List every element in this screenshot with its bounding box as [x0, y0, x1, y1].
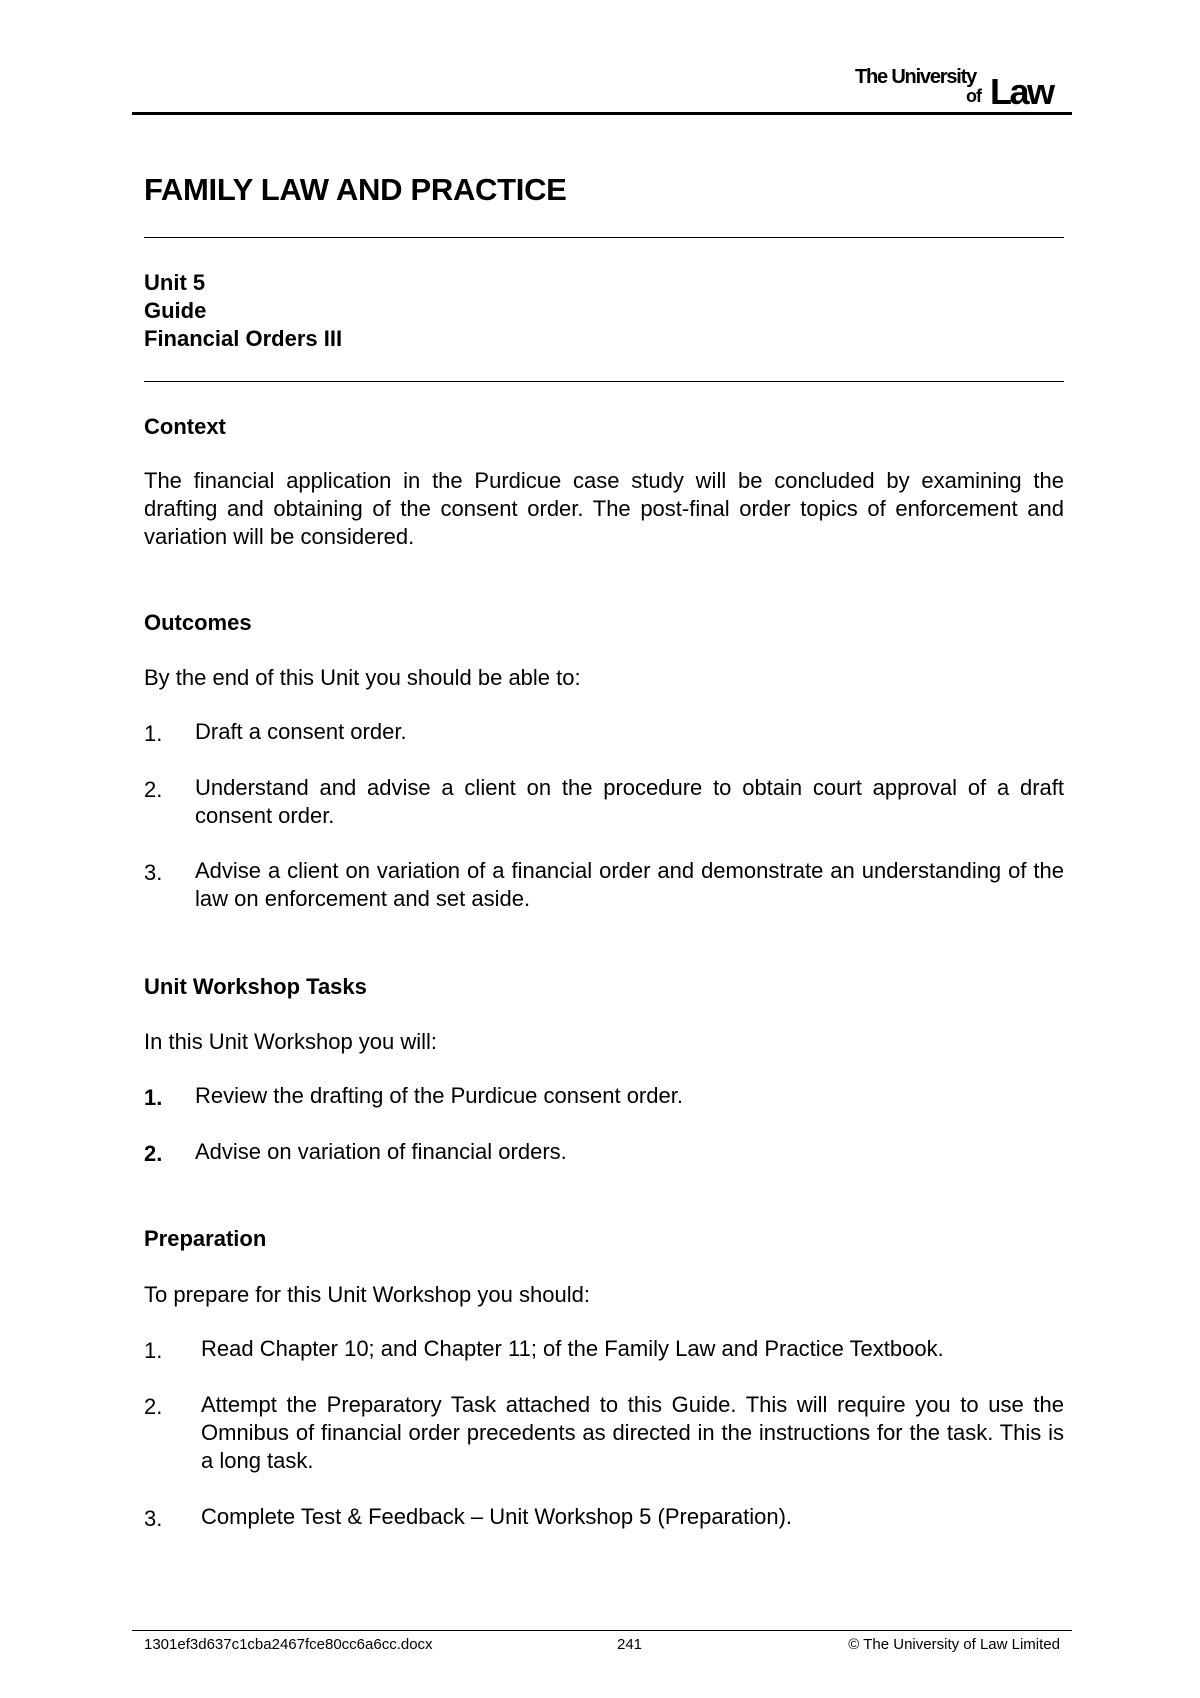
outcome-number: 2.: [144, 777, 163, 802]
preparation-number: 3.: [144, 1506, 163, 1531]
task-number: 2.: [144, 1141, 163, 1166]
outcome-item: Understand and advise a client on the procedure to obtain court approval of a draft consent order.: [195, 775, 1064, 828]
unit-name: Financial Orders III: [144, 326, 343, 351]
outcome-number: 1.: [144, 721, 163, 746]
outcomes-heading: Outcomes: [144, 610, 252, 635]
unit-type: Guide: [144, 298, 207, 323]
outcome-number: 3.: [144, 860, 163, 885]
context-text: The financial application in the Purdicue case study will be concluded by examining the drafting and obtaining of the consent order. The post-final order topics of enforcement and variation will be considered.: [144, 468, 1064, 549]
footer-copyright: © The University of Law Limited: [848, 1636, 1060, 1653]
outcome-item: Draft a consent order.: [195, 719, 407, 744]
tasks-intro: In this Unit Workshop you will:: [144, 1029, 438, 1054]
university-logo: [840, 66, 1060, 110]
preparation-item: Attempt the Preparatory Task attached to this Guide. This will require you to use the Omnibus of financial order precedents as directed in the instructions for the task. This is a long task.: [201, 1392, 1064, 1473]
outcomes-intro: By the end of this Unit you should be able to:: [144, 665, 581, 690]
preparation-item: Read Chapter 10; and Chapter 11; of the Family Law and Practice Textbook.: [201, 1336, 944, 1361]
unit-number: Unit 5: [144, 270, 206, 295]
logo-text-law: Law: [990, 71, 1053, 112]
preparation-number: 1.: [144, 1338, 163, 1363]
preparation-intro: To prepare for this Unit Workshop you should:: [144, 1282, 590, 1307]
footer-filename: 1301ef3d637c1cba2467fce80cc6a6cc.docx: [144, 1636, 433, 1653]
outcome-item: Advise a client on variation of a financial order and demonstrate an understanding of the law on enforcement and set aside.: [195, 858, 1064, 911]
document-title: FAMILY LAW AND PRACTICE: [144, 172, 567, 207]
unit-divider: [144, 381, 1064, 382]
preparation-number: 2.: [144, 1394, 163, 1419]
preparation-heading: Preparation: [144, 1226, 267, 1251]
header-rule: [132, 112, 1072, 115]
task-item: Review the drafting of the Purdicue consent order.: [195, 1083, 683, 1108]
tasks-heading: Unit Workshop Tasks: [144, 974, 367, 999]
logo-text-the-university: The University: [855, 66, 977, 88]
logo-text-of: of: [966, 86, 981, 106]
task-item: Advise on variation of financial orders.: [195, 1139, 567, 1164]
context-heading: Context: [144, 414, 226, 439]
task-number: 1.: [144, 1085, 163, 1110]
footer-rule: [132, 1630, 1072, 1631]
title-divider: [144, 237, 1064, 238]
preparation-item: Complete Test & Feedback – Unit Workshop 5 (Preparation).: [201, 1504, 793, 1529]
footer-page-number: 241: [617, 1636, 643, 1653]
